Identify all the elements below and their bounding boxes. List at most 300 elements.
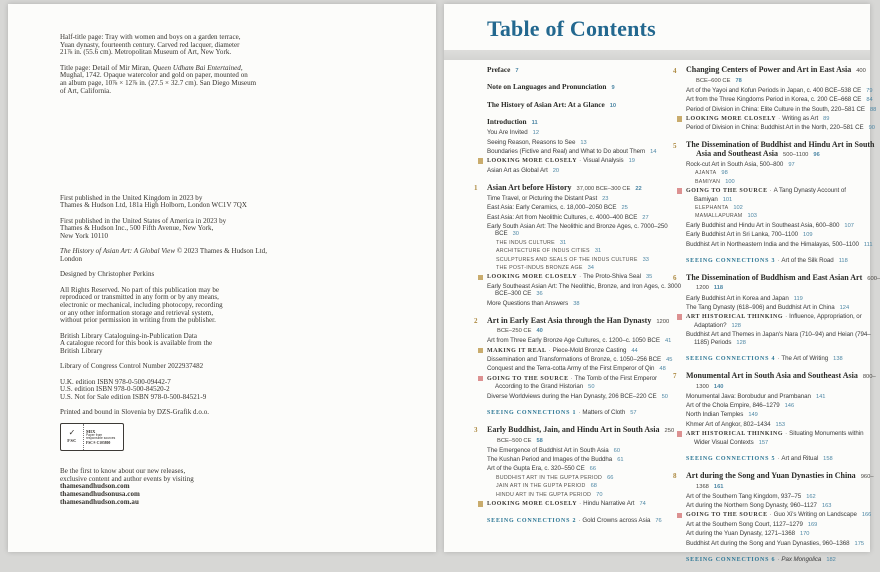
feature-label: GOING TO THE SOURCE — [686, 188, 768, 195]
seeing-connections-title: Art of the Silk Road — [781, 256, 834, 264]
feature-label: ART HISTORICAL THINKING — [686, 431, 784, 438]
toc-entry-conn — [487, 517, 682, 525]
colophon-segment: British Library — [60, 347, 103, 356]
colophon-line — [60, 409, 400, 417]
colophon-segment: All Rights Reserved. No part of this publication may be — [60, 285, 220, 294]
publisher-website: thamesandhudsonusa.com — [60, 490, 140, 499]
section-title: AJANTA — [695, 170, 717, 177]
colophon-segment: London — [60, 254, 83, 263]
colophon-block — [60, 409, 400, 417]
colophon-line — [60, 49, 400, 57]
page-number: 60 — [613, 447, 620, 454]
front-matter-title: Note on Languages and Pronunciation — [487, 82, 607, 92]
toc-entry-sub — [487, 337, 682, 345]
colophon-block — [60, 468, 400, 507]
toc-entry-sub — [487, 465, 682, 473]
page-number: 27 — [642, 214, 649, 221]
front-matter-title: The History of Asian Art: At a Glance — [487, 99, 605, 109]
page-number: 88 — [869, 106, 877, 113]
toc-entry-sub — [487, 167, 682, 175]
toc-entry-sub — [686, 222, 880, 230]
seeing-connections-title: Pax Mongolica — [781, 556, 822, 564]
feature-marker-icon — [478, 348, 484, 354]
seeing-connections-title: Art and Ritual — [781, 455, 819, 463]
page-number: 119 — [793, 295, 803, 302]
page-number: 25 — [621, 205, 628, 212]
colophon-line — [60, 340, 400, 348]
feature-label: GOING TO THE SOURCE — [686, 512, 768, 519]
toc-entry-sub — [487, 456, 682, 464]
toc-entry-sub — [487, 447, 682, 455]
chapter-number: 3 — [474, 426, 478, 435]
page-number: 58 — [536, 437, 543, 444]
page-number: 162 — [806, 493, 816, 500]
toc-entry-chapter — [673, 272, 880, 293]
feature-marker-icon — [478, 376, 484, 382]
page-number: 20 — [552, 167, 560, 174]
toc-entry-feature — [686, 511, 880, 519]
chapter-title: Early Buddhist, Jain, and Hindu Art in South Asia — [487, 424, 660, 434]
section-title: Asian Art as Global Art — [487, 166, 548, 174]
toc-entry-sub — [686, 411, 880, 419]
fsc-mix-label: MIX — [86, 428, 96, 434]
feature-label: GOING TO THE SOURCE — [487, 375, 569, 382]
colophon-segment: or any other information storage and retrieval system, — [60, 308, 214, 317]
page-number: 161 — [713, 483, 724, 490]
page-number: 22 — [635, 185, 642, 192]
section-title: THE INDUS CULTURE — [496, 239, 555, 246]
colophon-line — [60, 233, 400, 241]
toc-entry-sub — [487, 195, 682, 203]
page-number: 103 — [747, 213, 757, 220]
toc-entry-conn — [487, 409, 682, 417]
section-title: Conquest and the Terra-cotta Army of the First Emperor of Qin — [487, 365, 655, 373]
colophon-block — [60, 65, 400, 96]
colophon-line — [60, 499, 400, 507]
seeing-connections-label: SEEING CONNECTIONS 5 — [686, 456, 776, 463]
dot-separator: · — [777, 256, 780, 264]
chapter-date-range: 37,000 BCE–300 CE — [576, 185, 631, 192]
section-title: Khmer Art of Angkor, 802–1434 — [686, 420, 771, 428]
toc-entry-sub — [686, 241, 880, 249]
page-number: 109 — [803, 232, 813, 239]
chapter-title: Changing Centers of Power and Art in East Asia — [686, 65, 852, 74]
feature-marker-icon — [677, 188, 683, 194]
toc-entry-sub — [686, 421, 880, 429]
colophon-segment: of Art, California. — [60, 86, 112, 95]
toc-entry-sub2 — [695, 170, 880, 177]
page-number: 175 — [854, 540, 865, 547]
colophon-segment: The History of Asian Art: A Global View — [60, 247, 176, 256]
page-number: 61 — [617, 457, 624, 464]
toc-entry-sub — [487, 356, 682, 364]
section-title: Art from the Three Kingdoms Period in Korea, c. 200 CE–668 CE — [686, 96, 862, 104]
fsc-logo — [60, 423, 400, 451]
colophon-segment: Mughal, 1742. Opaque watercolor and gold on paper, mounted on — [60, 71, 248, 80]
section-title: Art of the Chola Empire, 846–1279 — [686, 402, 780, 409]
page-number: 118 — [713, 285, 724, 292]
chapter-number: 6 — [673, 274, 677, 283]
section-title: Rock-cut Art in South Asia, 500–800 — [686, 160, 784, 168]
colophon-segment: , — [240, 63, 243, 72]
section-title: The Emergence of Buddhist Art in South Asia — [487, 446, 609, 454]
dot-separator: · — [579, 157, 582, 165]
toc-entry-feature — [487, 273, 682, 281]
front-matter-title: Introduction — [487, 117, 527, 127]
section-title: BUDDHIST ART IN THE GUPTA PERIOD — [496, 474, 603, 481]
toc-entry-sub2 — [496, 240, 682, 247]
colophon-line — [60, 248, 400, 256]
colophon-block — [60, 363, 400, 371]
seeing-connections-label: SEEING CONNECTIONS 6 — [686, 557, 776, 564]
fsc-brand-label: FSC — [67, 438, 77, 444]
toc-entry-sub — [686, 304, 880, 312]
page-number: 36 — [536, 291, 543, 298]
page-number: 111 — [863, 241, 873, 248]
chapter-date-range: 400 BCE–600 CE — [696, 68, 866, 84]
colophon-segment: © 2023 Thames & Hudson Ltd, — [175, 247, 268, 256]
toc-entry-chapter — [673, 65, 880, 85]
toc-entry-sub2 — [695, 213, 880, 220]
chapter-date-range: 500–1100 — [783, 151, 809, 158]
chapter-title: The Dissemination of Buddhist and Hindu Art in South Asia and Southeast Asia — [686, 140, 875, 158]
fsc-source-line: Paper from — [86, 432, 103, 437]
chapter-title: Art during the Song and Yuan Dynasties in China — [686, 470, 856, 480]
colophon-segment: A catalogue record for this book is available from the — [60, 339, 213, 348]
front-matter-title: Preface — [487, 65, 511, 74]
section-title: Monumental Java: Borobudur and Prambanan — [686, 392, 811, 400]
section-title: ARCHITECTURE OF INDUS CITIES — [496, 248, 590, 255]
toc-entry-sub2 — [695, 179, 880, 186]
toc-entry-front — [487, 83, 682, 92]
page-number: 31 — [594, 248, 602, 255]
page-number: 38 — [573, 300, 580, 307]
toc-entry-conn — [686, 556, 880, 564]
page-number: 118 — [838, 257, 848, 264]
seeing-connections-label: SEEING CONNECTIONS 2 — [487, 517, 577, 524]
section-title: Seeing Reason, Reasons to See — [487, 138, 576, 146]
toc-entry-sub — [487, 393, 682, 401]
page-number: 11 — [531, 120, 538, 127]
section-title: Buddhist Art during the Song and Yuan Dynasties, 960–1368 — [686, 539, 850, 547]
chapter-date-range: 250 BCE–500 CE — [497, 427, 675, 444]
chapter-title: Monumental Art in South Asia and Southeast Asia — [686, 370, 858, 380]
feature-marker-icon — [677, 513, 683, 519]
page-number: 66 — [607, 474, 614, 481]
feature-title: Hindu Narrative Art — [583, 500, 635, 508]
publisher-website: thamesandhudson.com.au — [60, 497, 139, 506]
page-number: 79 — [866, 87, 873, 94]
section-title: Early Buddhist and Hindu Art in Southeast Asia, 600–800 — [686, 221, 840, 229]
dot-separator: · — [769, 187, 772, 195]
seeing-connections-label: SEEING CONNECTIONS 1 — [487, 410, 577, 417]
header-divider-band — [444, 50, 870, 60]
section-title: Early Buddhist Art in Korea and Japan — [686, 294, 789, 302]
page-number: 34 — [587, 265, 594, 271]
toc-column-left — [474, 65, 682, 533]
section-title: Early Buddhist Art in Sri Lanka, 700–1100 — [686, 231, 799, 239]
page-number: 19 — [628, 158, 635, 165]
dot-separator: · — [785, 430, 788, 438]
page-number: 107 — [844, 222, 854, 229]
colophon-segment: Yuan dynasty, fourteenth century. Carved red lacquer, diameter — [60, 40, 240, 49]
dot-separator: · — [578, 409, 581, 417]
page-number: 70 — [596, 491, 603, 498]
colophon-segment: U.K. edition ISBN 978-0-500-09442-7 — [60, 377, 171, 386]
colophon-segment: exclusive content and author events by visiting — [60, 474, 194, 483]
colophon-block — [60, 218, 400, 241]
feature-title: Guo Xi's Writing on Landscape — [773, 511, 857, 519]
feature-marker-icon — [478, 275, 484, 281]
colophon-segment: Half-title page: Tray with women and boys on a garden terrace, — [60, 33, 241, 41]
section-title: THE POST-INDUS BRONZE AGE — [496, 265, 583, 271]
toc-entry-sub — [487, 139, 682, 147]
colophon-line — [60, 202, 400, 210]
feature-title: The Tomb of the First Emperor According to the Grand Historian — [495, 374, 657, 391]
section-title: The Kushan Period and Images of the Buddha — [487, 456, 613, 464]
colophon-segment: Queen Udham Bai Entertained — [152, 63, 241, 72]
toc-entry-front — [487, 101, 682, 110]
page-number: 141 — [815, 393, 826, 400]
toc-entry-front — [487, 118, 682, 127]
section-title: East Asia: Art from Neolithic Cultures, c. 4000–400 BCE — [487, 213, 638, 221]
section-title: BAMIYAN — [695, 178, 721, 185]
toc-entry-feature — [487, 375, 682, 392]
toc-entry-chapter — [474, 182, 682, 194]
section-title: Diverse Worldviews during the Han Dynasty, 206 BCE–220 CE — [487, 392, 657, 400]
colophon-segment: reproduced or transmitted in any form or by any means, — [60, 293, 219, 302]
toc-entry-sub — [487, 129, 682, 137]
page-number: 48 — [659, 366, 666, 373]
chapter-date-range: 800–1300 — [696, 373, 876, 390]
toc-entry-sub — [686, 106, 880, 114]
section-title: The Tang Dynasty (618–906) and Buddhist Art in China — [686, 303, 835, 311]
toc-entry-conn — [686, 355, 880, 363]
colophon-block — [60, 379, 400, 402]
section-title: East Asia: Early Ceramics, c. 18,000–2050 BCE — [487, 204, 617, 212]
page-number: 102 — [733, 204, 743, 211]
toc-entry-sub2 — [496, 492, 682, 499]
page-number: 84 — [866, 97, 873, 104]
page-number: 78 — [735, 77, 742, 84]
toc-entry-feature — [487, 347, 682, 355]
chapter-number: 4 — [673, 66, 677, 75]
dot-separator: · — [777, 355, 780, 362]
page-number: 50 — [661, 393, 668, 400]
feature-title: Influence, Appropriation, or Adaptation? — [694, 313, 862, 329]
colophon-block — [60, 248, 400, 263]
colophon-block — [60, 271, 400, 279]
page-number: 40 — [536, 328, 543, 335]
toc-entry-sub2 — [496, 265, 682, 272]
fsc-checkmark-tree-icon: ✓ — [68, 428, 76, 438]
page-number: 97 — [788, 161, 795, 168]
page-number: 128 — [736, 339, 746, 346]
page-number: 158 — [823, 456, 833, 463]
section-title: Art of the Southern Tang Kingdom, 937–75 — [686, 492, 802, 500]
page-number: 124 — [839, 304, 850, 311]
section-title: Art during the Yuan Dynasty, 1271–1368 — [686, 530, 795, 538]
page-number: 89 — [823, 115, 830, 122]
page-number: 157 — [758, 439, 769, 446]
colophon-text — [60, 34, 400, 507]
section-title: Art during the Northern Song Dynasty, 960–1127 — [686, 502, 817, 510]
seeing-connections-title: Gold Crowns across Asia — [582, 516, 651, 524]
colophon-segment: New York 10110 — [60, 231, 109, 240]
page-number: 76 — [655, 517, 662, 524]
colophon-block — [60, 287, 400, 326]
toc-entry-feature — [487, 500, 682, 508]
toc-entry-sub — [686, 530, 880, 538]
toc-entry-chapter — [673, 470, 880, 491]
section-title: Time Travel, or Picturing the Distant Past — [487, 194, 598, 202]
section-title: Art from Three Early Bronze Age Cultures, c. 1200–c. 1050 BCE — [487, 337, 660, 345]
toc-entry-sub — [487, 300, 682, 308]
section-title: JAIN ART IN THE GUPTA PERIOD — [496, 483, 586, 490]
feature-title: A Tang Dynasty Account of Bamiyan — [694, 187, 846, 203]
publisher-website: thamesandhudson.com — [60, 482, 130, 491]
section-title: Period of Division in China: Elite Culture in the South, 220–581 CE — [686, 105, 865, 113]
page-number: 14 — [650, 148, 657, 155]
toc-entry-feature — [487, 157, 682, 165]
page-number: 7 — [515, 68, 519, 74]
page-number: 166 — [861, 512, 872, 519]
feature-label: LOOKING MORE CLOSELY — [487, 501, 578, 508]
section-title: Early Southeast Asian Art: The Neolithic, Bronze, and Iron Ages, c. 3000 BCE–300 CE — [487, 282, 682, 298]
page-number: 138 — [833, 356, 843, 362]
page-number: 140 — [713, 383, 724, 390]
page-number: 9 — [611, 85, 615, 92]
toc-entry-sub2 — [496, 248, 682, 255]
dot-separator: · — [777, 556, 780, 564]
colophon-segment: U.S. edition ISBN 978-0-500-84520-2 — [60, 385, 170, 394]
seeing-connections-title: Matters of Cloth — [582, 409, 626, 417]
toc-entry-chapter — [673, 140, 880, 159]
seeing-connections-label: SEEING CONNECTIONS 3 — [686, 257, 776, 264]
colophon-segment: Be the first to know about our new releases, — [60, 467, 186, 476]
colophon-segment: Thames & Hudson Inc., 500 Fifth Avenue, New York, — [60, 224, 214, 233]
feature-marker-icon — [677, 116, 683, 122]
chapter-number: 2 — [474, 317, 478, 326]
feature-marker-icon — [478, 501, 484, 507]
colophon-segment: Thames & Hudson Ltd, 181a High Holborn, London WC1V 7QX — [60, 201, 248, 210]
dot-separator: · — [579, 273, 582, 281]
fsc-tree-icon — [61, 424, 84, 450]
toc-entry-sub — [487, 223, 682, 239]
fsc-cert-number: FSC® C105800 — [86, 440, 111, 445]
page-number: 98 — [721, 170, 728, 177]
colophon-line — [60, 317, 400, 325]
toc-entry-sub — [686, 393, 880, 401]
dot-separator: · — [785, 313, 788, 321]
toc-entry-sub — [686, 124, 880, 132]
toc-entry-sub2 — [695, 205, 880, 212]
page-number: 68 — [590, 483, 597, 490]
page-number: 35 — [645, 274, 653, 281]
colophon-segment: Printed and bound in Slovenia by DZS-Grafik d.o.o. — [60, 408, 210, 417]
toc-entry-front — [487, 66, 682, 75]
toc-entry-sub — [686, 87, 880, 95]
page-number: 41 — [664, 338, 672, 345]
feature-title: Piece-Mold Bronze Casting — [552, 346, 627, 354]
toc-entry-chapter — [474, 315, 682, 336]
colophon-line — [60, 348, 400, 356]
chapter-date-range: 600–1200 — [696, 275, 880, 292]
toc-column-right — [673, 65, 880, 572]
feature-label: MAKING IT REAL — [487, 347, 547, 354]
page-number: 100 — [725, 178, 735, 185]
section-title: Art of the Gupta Era, c. 320–550 CE — [487, 465, 585, 473]
colophon-line — [60, 271, 400, 279]
colophon-segment: Title page: Detail of Mir Miran, — [60, 63, 153, 72]
colophon-segment: 21⅞ in. (55.6 cm). Metropolitan Museum of Art, New York. — [60, 48, 232, 57]
toc-entry-conn — [686, 455, 880, 463]
page-number: 31 — [559, 239, 567, 246]
feature-label: LOOKING MORE CLOSELY — [487, 158, 578, 165]
page-number: 45 — [666, 357, 673, 364]
section-title: Art of the Yayoi and Kofun Periods in Japan, c. 400 BCE–538 CE — [686, 86, 862, 94]
section-title: Buddhist Art in Northeastern India and the Himalayas, 500–1100 — [686, 240, 859, 248]
toc-entry-sub — [686, 502, 880, 510]
chapter-number: 1 — [474, 184, 478, 193]
section-title: MAMALLAPURAM — [695, 213, 743, 220]
page-number: 169 — [807, 521, 818, 528]
toc-entry-sub2 — [496, 257, 682, 264]
toc-entry-sub — [686, 331, 880, 347]
dot-separator: · — [579, 500, 582, 508]
colophon-segment: Library of Congress Control Number 2022937482 — [60, 362, 204, 371]
feature-marker-icon — [677, 314, 683, 320]
feature-title: Situating Monuments within Wider Visual Contexts — [694, 430, 864, 446]
toc-entry-feature — [686, 313, 880, 330]
toc-entry-feature — [686, 115, 880, 123]
colophon-page — [8, 4, 436, 552]
colophon-block — [60, 333, 400, 356]
toc-entry-sub — [686, 96, 880, 104]
page-number: 163 — [821, 503, 832, 510]
toc-entry-sub — [686, 521, 880, 529]
colophon-segment: British Library Cataloguing-in-Publication Data — [60, 331, 198, 340]
section-title: Dissemination and Transformations of Bronze, c. 1050–256 BCE — [487, 356, 662, 364]
chapter-number: 8 — [673, 472, 677, 481]
toc-entry-conn — [686, 257, 880, 265]
feature-title: The Proto-Shiva Seal — [583, 273, 641, 281]
colophon-segment: electronic or mechanical, including photocopy, recording — [60, 300, 223, 309]
section-title: Art at the Southern Song Court, 1127–1279 — [686, 520, 803, 528]
colophon-segment: without prior permission in writing from the publisher. — [60, 316, 216, 325]
dot-separator: · — [578, 516, 581, 524]
page-number: 44 — [631, 347, 638, 354]
chapter-number: 5 — [673, 141, 677, 150]
section-title: North Indian Temples — [686, 411, 744, 419]
toc-entry-sub — [487, 283, 682, 299]
page-number: 90 — [868, 125, 875, 132]
colophon-block — [60, 34, 400, 57]
toc-entry-sub — [686, 540, 880, 548]
colophon-segment: First published in the United Kingdom in 2023 by — [60, 193, 203, 202]
section-title: More Questions than Answers — [487, 299, 569, 307]
toc-entry-sub — [487, 214, 682, 222]
toc-entry-sub — [487, 148, 682, 156]
page-number: 50 — [588, 384, 595, 391]
chapter-title: Asian Art before History — [487, 182, 572, 192]
section-title: HINDU ART IN THE GUPTA PERIOD — [496, 491, 592, 498]
page-number: 96 — [813, 151, 820, 158]
colophon-line — [60, 225, 400, 233]
page-number: 182 — [826, 557, 836, 564]
toc-entry-sub — [686, 161, 880, 169]
section-title: You Are Invited — [487, 129, 528, 137]
